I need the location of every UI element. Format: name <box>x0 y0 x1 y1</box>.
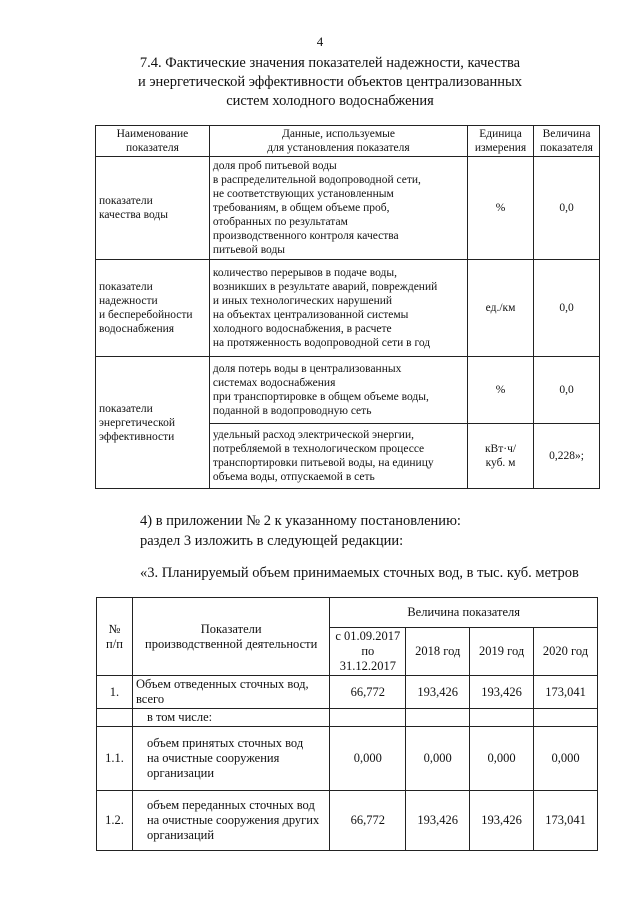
section-heading <box>100 54 560 111</box>
table-row <box>96 157 600 260</box>
row-label: Объем отведенных сточных вод, всего <box>132 676 329 709</box>
table-header-row <box>96 126 600 157</box>
cell-2019: 193,426 <box>470 676 534 709</box>
cell-2019: 193,426 <box>470 791 534 851</box>
row-label: в том числе: <box>132 709 329 727</box>
indicator-description: доля проб питьевой воды в распределительной водопроводной сети, не соответствующих установленным требованиям, в общем объеме проб, отобранных по результатам производственного контроля качества питьевой воды <box>209 157 467 260</box>
header-indicator: Показатели производственной деятельности <box>132 598 329 676</box>
cell-period: 0,000 <box>330 727 406 791</box>
row-number <box>97 709 133 727</box>
cell-2020: 173,041 <box>534 791 598 851</box>
indicator-unit: % <box>468 157 534 260</box>
cell-2020 <box>534 709 598 727</box>
cell-2018: 0,000 <box>406 727 470 791</box>
header-2018: 2018 год <box>406 628 470 676</box>
wastewater-volume-table <box>96 597 598 851</box>
header-value-group: Величина показателя <box>330 598 598 628</box>
page-number: 4 <box>316 34 324 49</box>
header-2020: 2020 год <box>534 628 598 676</box>
indicator-description: количество перерывов в подаче воды, возникших в результате аварий, повреждений и иных технологических нарушений на объектах централизованной системы холодного водоснабжения, в расчете на протяженность водопроводной сети в год <box>209 260 467 357</box>
cell-period: 66,772 <box>330 676 406 709</box>
table-row <box>97 727 598 791</box>
indicator-value: 0,0 <box>534 357 600 424</box>
indicator-value: 0,0 <box>534 157 600 260</box>
indicator-unit: кВт·ч/ куб. м <box>468 424 534 489</box>
cell-2020: 0,000 <box>534 727 598 791</box>
header-unit: Единица измерения <box>468 126 534 157</box>
reliability-indicators-table <box>95 125 600 489</box>
header-2019: 2019 год <box>470 628 534 676</box>
header-num: № п/п <box>97 598 133 676</box>
heading-line: систем холодного водоснабжения <box>226 93 434 109</box>
indicator-name: показатели энергетической эффективности <box>96 357 210 489</box>
table-row <box>96 357 600 424</box>
indicator-description: удельный расход электрической энергии, потребляемой в технологическом процессе транспортировки питьевой воды, на единицу объема воды, отпускаемой в сеть <box>209 424 467 489</box>
row-number: 1.1. <box>97 727 133 791</box>
section3-title: «3. Планируемый объем принимаемых сточных вод, в тыс. куб. метров <box>140 565 579 581</box>
header-value: Величина показателя <box>534 126 600 157</box>
header-period: с 01.09.2017 по 31.12.2017 <box>330 628 406 676</box>
table-row <box>97 676 598 709</box>
cell-2018: 193,426 <box>406 791 470 851</box>
indicator-value: 0,0 <box>534 260 600 357</box>
row-number: 1. <box>97 676 133 709</box>
table-header-row <box>97 598 598 628</box>
paragraph-instruction: раздел 3 изложить в следующей редакции: <box>140 533 404 549</box>
cell-2019: 0,000 <box>470 727 534 791</box>
cell-period: 66,772 <box>330 791 406 851</box>
cell-2018 <box>406 709 470 727</box>
cell-2020: 173,041 <box>534 676 598 709</box>
table-row <box>97 709 598 727</box>
indicator-description: доля потерь воды в централизованных системах водоснабжения при транспортировке в общем объеме воды, поданной в водопроводную сеть <box>209 357 467 424</box>
indicator-value: 0,228»; <box>534 424 600 489</box>
paragraph-item-4: 4) в приложении № 2 к указанному постановлению: <box>140 513 461 529</box>
indicator-unit: ед./км <box>468 260 534 357</box>
row-label: объем принятых сточных вод на очистные сооружения организации <box>132 727 329 791</box>
header-name: Наименование показателя <box>96 126 210 157</box>
heading-line: 7.4. Фактические значения показателей надежности, качества <box>139 55 521 71</box>
header-data: Данные, используемые для установления показателя <box>209 126 467 157</box>
indicator-name: показатели качества воды <box>96 157 210 260</box>
row-number: 1.2. <box>97 791 133 851</box>
cell-2018: 193,426 <box>406 676 470 709</box>
cell-period <box>330 709 406 727</box>
table-row <box>97 791 598 851</box>
indicator-unit: % <box>468 357 534 424</box>
heading-line: и энергетической эффективности объектов централизованных <box>137 74 523 90</box>
cell-2019 <box>470 709 534 727</box>
row-label: объем переданных сточных вод на очистные сооружения других организаций <box>132 791 329 851</box>
indicator-name: показатели надежности и бесперебойности водоснабжения <box>96 260 210 357</box>
table-row <box>96 260 600 357</box>
